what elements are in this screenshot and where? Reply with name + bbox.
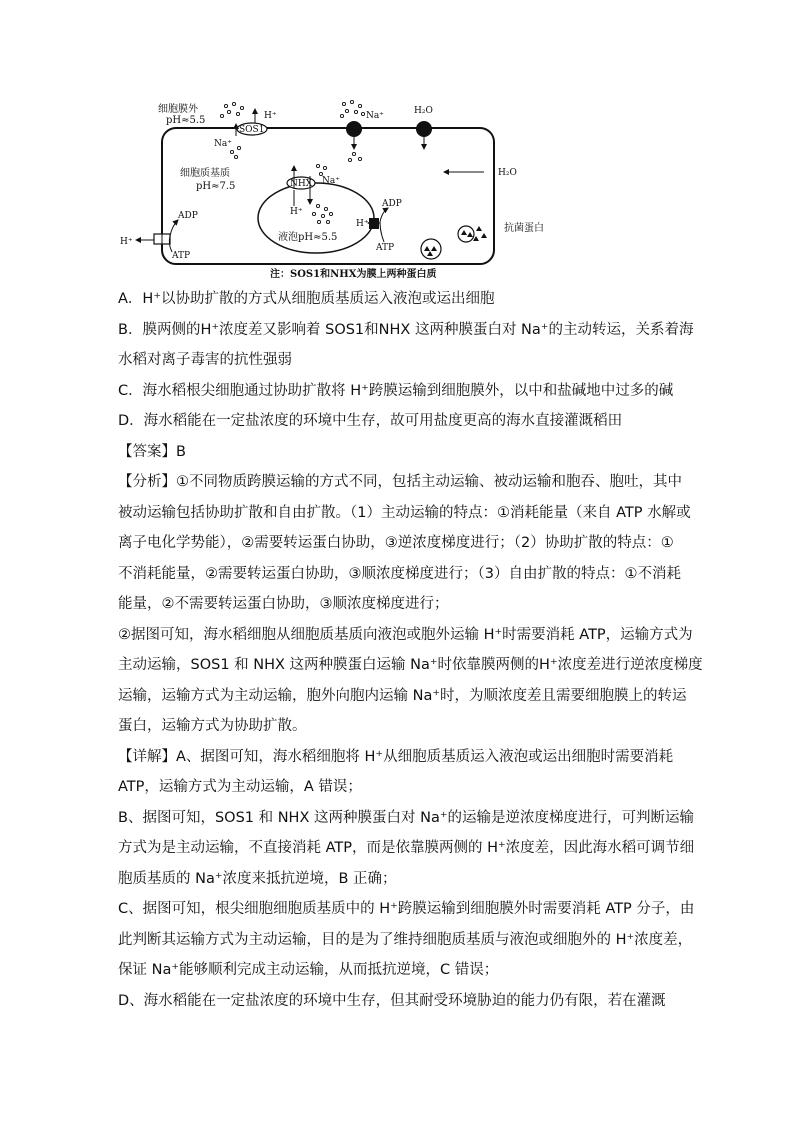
antibacterial-protein-inner-icons	[424, 246, 437, 256]
detail-line-8: 保证 Na⁺能够顺利完成主动运输，从而抵抗逆境，C 错误；	[118, 962, 499, 978]
cytoplasm-label: 细胞质基质	[180, 168, 230, 179]
detail-line-1: 【详解】A、据图可知，海水稻细胞将 H⁺从细胞质基质运入液泡或运出细胞时需要消耗	[118, 748, 674, 765]
sos1-label: SOS1	[239, 125, 265, 135]
option-c: C．海水稻根尖细胞通过协助扩散将 H⁺跨膜运输到细胞膜外，以中和盐碱地中过多的碱	[118, 382, 674, 399]
sos1-outer-na-dots	[220, 102, 243, 117]
analysis-line-7: 主动运输，SOS1 和 NHX 这两种膜蛋白运输 Na⁺时依靠膜两侧的H⁺浓度差进行逆浓度梯度	[118, 657, 703, 673]
detail-line-5: 胞质基质的 Na⁺浓度来抵抗逆境，B 正确；	[118, 870, 397, 887]
detail-line-9: D、海水稻能在一定盐浓度的环境中生存，但其耐受环境胁迫的能力仍有限，若在灌溉	[118, 992, 666, 1009]
cytoplasm-ph-label: pH≈7.5	[196, 181, 236, 192]
figure-note: 注：SOS1和NHX为膜上两种蛋白质	[270, 269, 437, 280]
membrane-atp-label: ATP	[172, 251, 191, 261]
detail-line-2: ATP，运输方式为主动运输，A 错误；	[118, 779, 362, 795]
nhx-na-label: Na⁺	[322, 176, 340, 186]
question-content	[118, 284, 703, 1016]
nhx-outer-na-dots	[316, 164, 326, 175]
vacuole-na-dots	[312, 204, 332, 223]
vacuole-label: 液泡pH≈5.5	[278, 232, 338, 243]
sos1-na-label: Na⁺	[214, 139, 232, 149]
channel-inner-na-dots	[348, 152, 361, 161]
membrane-adp-label: ADP	[178, 211, 198, 221]
option-b-line-1: B．膜两侧的H⁺浓度差又影响着 SOS1和NHX 这两种膜蛋白对 Na⁺的主动转运，关系着海	[118, 321, 694, 338]
detail-line-3: B、据图可知，SOS1 和 NHX 这两种膜蛋白对 Na⁺的运输是逆浓度梯度进行，可判断运输	[118, 809, 694, 826]
option-b-line-2: 水稻对离子毒害的抗性强弱	[118, 352, 292, 368]
analysis-line-4: 不消耗能量，②需要转运蛋白协助，③顺浓度梯度进行；（3）自由扩散的特点：①不消耗	[118, 565, 681, 582]
outside-label: 细胞膜外	[158, 104, 198, 115]
option-d: D．海水稻能在一定盐浓度的环境中生存，故可用盐度更高的海水直接灌溉稻田	[118, 413, 623, 429]
nhx-h-label: H⁺	[290, 207, 303, 217]
detail-line-7: 此判断其运输方式为主动运输，目的是为了维持细胞质基质与液泡或细胞外的 H⁺浓度差，	[118, 931, 693, 948]
analysis-line-3: 离子电化学势能），②需要转运蛋白协助，③逆浓度梯度进行；（2）协助扩散的特点：①	[118, 535, 674, 551]
analysis-line-9: 蛋白，运输方式为协助扩散。	[118, 718, 307, 734]
na-channel	[346, 121, 362, 137]
detail-line-4: 方式为是主动运输，不直接消耗 ATP，而是依靠膜两侧的 H⁺浓度差，因此海水稻可调节细	[118, 840, 695, 856]
analysis-line-6: ②据图可知，海水稻细胞从细胞质基质向液泡或胞外运输 H⁺时需要消耗 ATP，运输方式为	[118, 626, 693, 643]
cell-membrane	[162, 128, 494, 264]
channel-na-label: Na⁺	[366, 111, 384, 121]
option-a: A．H⁺以协助扩散的方式从细胞质基质运入液泡或运出细胞	[118, 291, 495, 307]
membrane-pump-h-label: H⁺	[120, 237, 133, 247]
vacuole-atp-label: ATP	[376, 243, 395, 253]
outside-ph-label: pH≈5.5	[166, 115, 206, 126]
analysis-line-8: 运输，运输方式为主动运输，胞外向胞内运输 Na⁺时，为顺浓度差且需要细胞膜上的转运	[118, 687, 687, 704]
detail-line-6: C、据图可知，根尖细胞细胞质基质中的 H⁺跨膜运输到细胞膜外时需要消耗 ATP 分子，由	[118, 901, 695, 917]
cell-transport-diagram	[118, 96, 568, 282]
nhx-label: NHX	[290, 179, 313, 189]
aquaporin	[416, 121, 432, 137]
analysis-line-1: 【分析】①不同物质跨膜运输的方式不同，包括主动运输、被动运输和胞吞、胞吐，其中	[118, 474, 682, 490]
antibacterial-label: 抗菌蛋白	[504, 223, 544, 234]
sos1-h-label: H⁺	[264, 111, 277, 121]
diffusion-h2o-label: H₂O	[498, 168, 517, 178]
analysis-line-5: 能量，②不需要转运蛋白协助，③顺浓度梯度进行；	[118, 596, 449, 612]
channel-outer-na-dots	[340, 100, 364, 117]
vacuole-pump-h-label: H⁺	[356, 219, 369, 229]
aquaporin-h2o-label: H₂O	[414, 106, 433, 116]
analysis-line-2: 被动运输包括协助扩散和自由扩散。（1）主动运输的特点：①消耗能量（来自 ATP 水解或	[118, 504, 691, 521]
vacuole-adp-label: ADP	[382, 199, 402, 209]
answer: 【答案】B	[118, 443, 186, 460]
